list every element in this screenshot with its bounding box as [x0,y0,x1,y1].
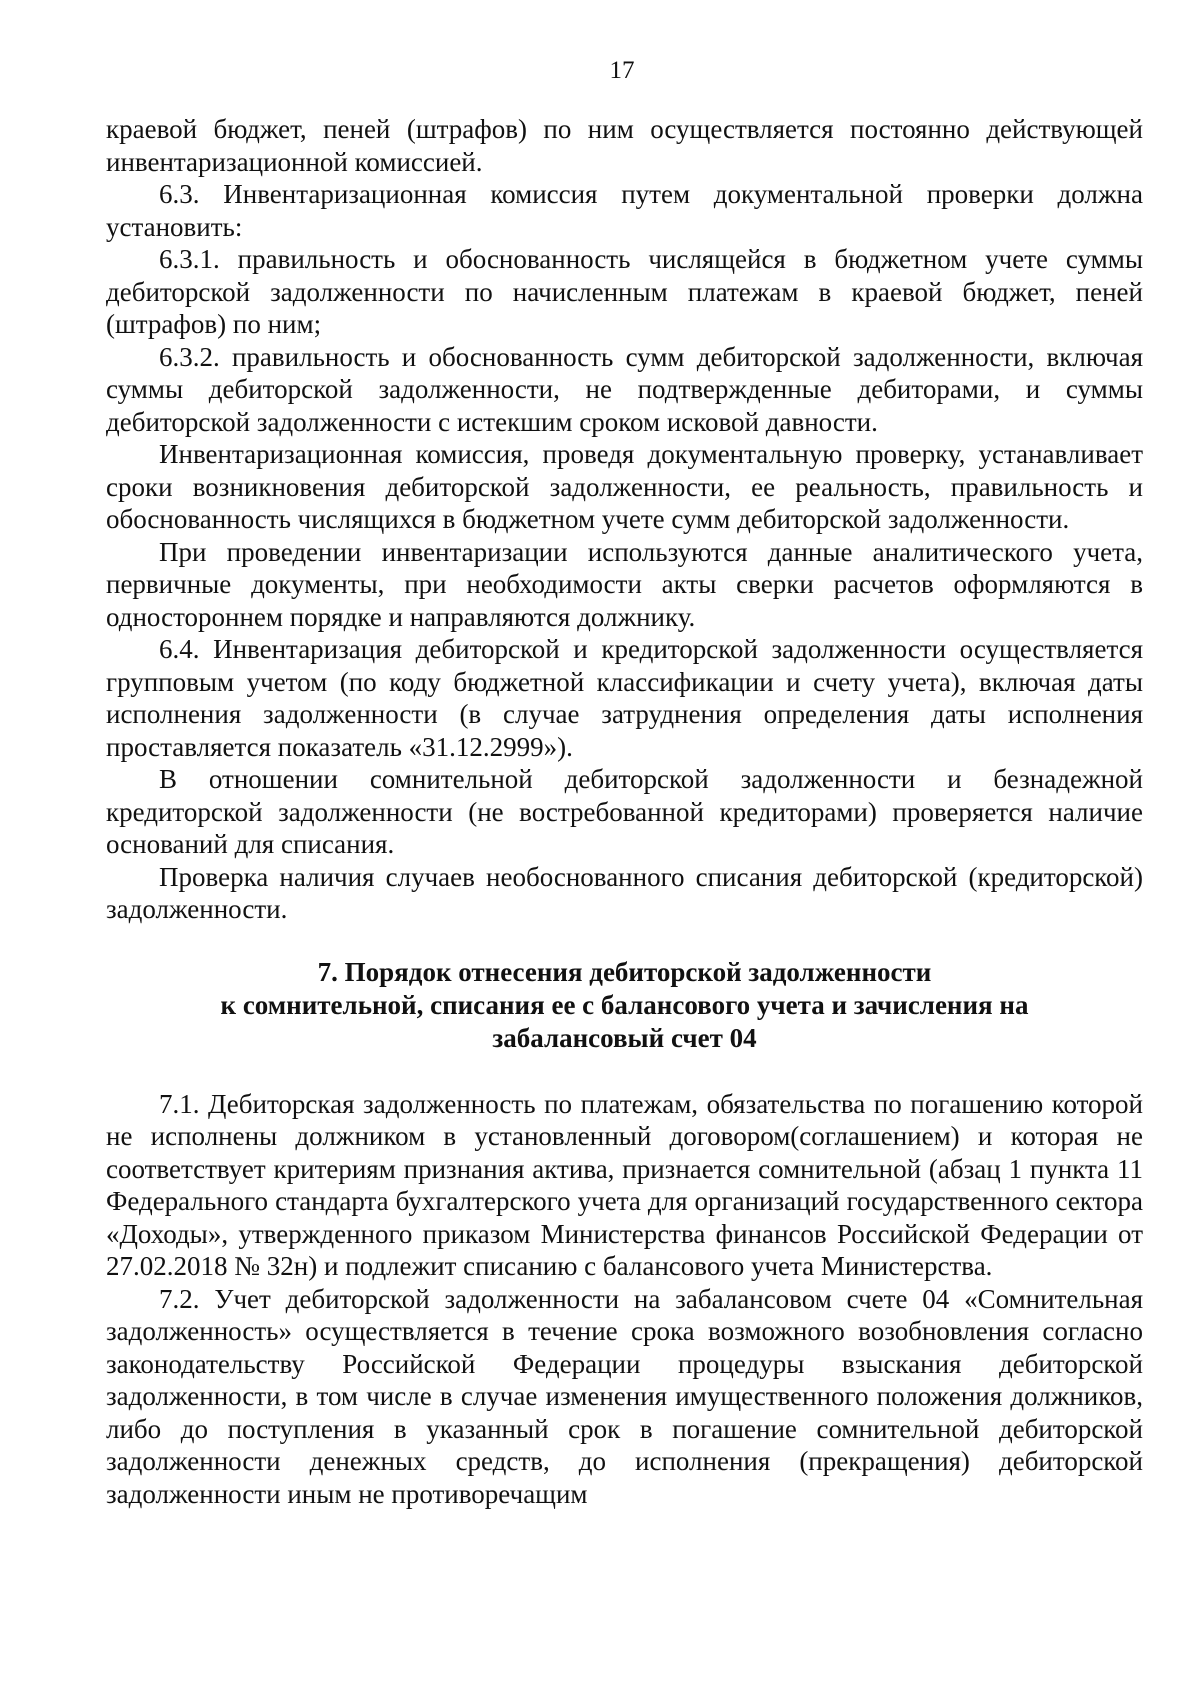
page-number: 17 [609,57,635,84]
paragraph-6-4: 6.4. Инвентаризация дебиторской и кредиторской задолженности осуществляется групповым учетом (по коду бюджетной классификации и счету учета), включая даты исполнения задолженности (в случае затруднения определения даты исполнения проставляется показатель «31.12.2999»). [106,634,1143,762]
paragraph-6-3: 6.3. Инвентаризационная комиссия путем документальной проверки должна установить: [106,179,1143,242]
section-heading-line: 7. Порядок отнесения дебиторской задолженности [317,956,932,987]
document-body [106,113,1143,1510]
paragraph-7-2: 7.2. Учет дебиторской задолженности на забалансовом счете 04 «Сомнительная задолженность» осуществляется в течение срока возможного возобновления согласно законодательству Российской Федерации процедуры взыскания дебиторской задолженности, в том числе в случае изменения имущественного положения должников, либо до поступления в указанный срок в погашение сомнительной дебиторской задолженности денежных средств, до исполнения (прекращения) дебиторской задолженности иным не противоречащим [106,1283,1143,1509]
section-heading-line: к сомнительной, списания ее с балансового учета и зачисления на [220,989,1029,1020]
section-7-heading [106,956,1143,1055]
section-heading-line: забалансовый счет 04 [492,1022,757,1053]
paragraph-7-1: 7.1. Дебиторская задолженность по платежам, обязательства по погашению которой не исполнены должником в установленный договором(соглашением) и которая не соответствует критериям признания актива, признается сомнительной (абзац 1 пункта 11 Федерального стандарта бухгалтерского учета для организаций государственного сектора «Доходы», утвержденного приказом Министерства финансов Российской Федерации от 27.02.2018 № 32н) и подлежит списанию с балансового учета Министерства. [106,1088,1143,1281]
paragraph-doubtful-debt: В отношении сомнительной дебиторской задолженности и безнадежной кредиторской задолженности (не востребованной кредиторами) проверяется наличие оснований для списания. [106,764,1143,859]
paragraph-inventory-data: При проведении инвентаризации используются данные аналитического учета, первичные документы, при необходимости акты сверки расчетов оформляются в одностороннем порядке и направляются должнику. [106,536,1143,632]
paragraph-continuation: краевой бюджет, пеней (штрафов) по ним осуществляется постоянно действующей инвентаризационной комиссией. [106,114,1143,177]
paragraph-6-3-1: 6.3.1. правильность и обоснованность числящейся в бюджетном учете суммы дебиторской задолженности по начисленным платежам в краевой бюджет, пеней (штрафов) по ним; [106,244,1143,339]
paragraph-6-3-2: 6.3.2. правильность и обоснованность сумм дебиторской задолженности, включая суммы дебиторской задолженности, не подтвержденные дебиторами, и суммы дебиторской задолженности с истекшим сроком исковой давности. [106,341,1143,437]
paragraph-writeoff-check: Проверка наличия случаев необоснованного списания дебиторской (кредиторской) задолженности. [106,861,1143,924]
paragraph-commission-check: Инвентаризационная комиссия, проведя документальную проверку, устанавливает сроки возникновения дебиторской задолженности, ее реальность, правильность и обоснованность числящихся в бюджетном учете сумм дебиторской задолженности. [106,439,1143,534]
